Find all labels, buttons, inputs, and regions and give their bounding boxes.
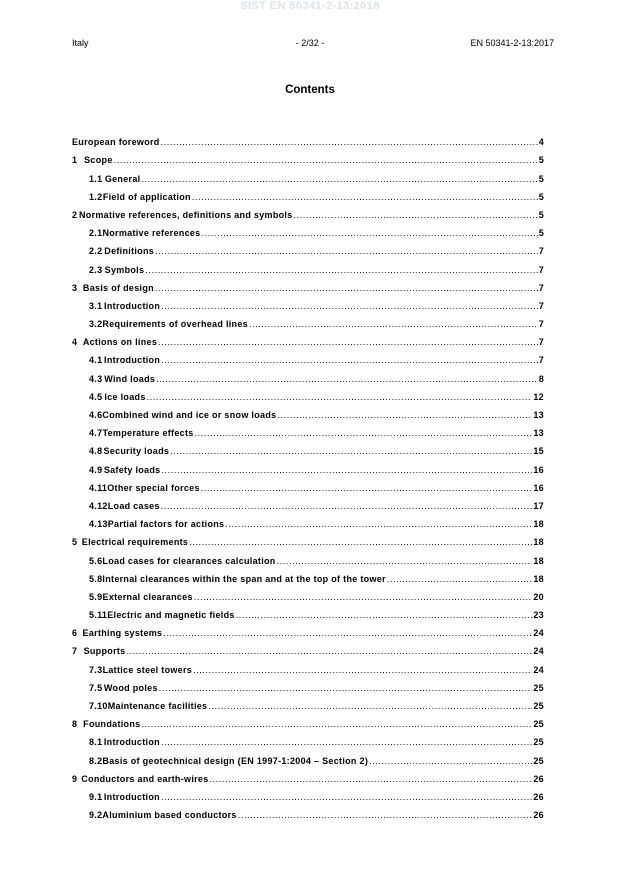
toc-leader-dots	[163, 628, 532, 638]
toc-entry-page: 16	[533, 464, 544, 475]
toc-entry-page: 20	[533, 591, 544, 602]
toc-entry-page: 8	[538, 373, 544, 384]
toc-entry-title: Foundations	[83, 719, 141, 730]
toc-entry-page: 24	[533, 628, 544, 639]
toc-entry-title: Actions on lines	[82, 337, 158, 348]
toc-leader-dots	[141, 174, 537, 184]
toc-leader-dots	[158, 337, 538, 347]
toc-entry-title: Supports	[83, 646, 126, 657]
toc-entry[interactable]	[72, 493, 544, 511]
toc-leader-dots	[249, 319, 538, 329]
toc-entry[interactable]	[72, 675, 544, 693]
toc-leader-dots	[159, 683, 533, 693]
toc-entry[interactable]	[72, 129, 544, 147]
toc-entry-title: European foreword	[72, 137, 160, 148]
toc-entry[interactable]	[72, 802, 544, 820]
toc-leader-dots	[369, 756, 532, 766]
toc-leader-dots	[225, 519, 532, 529]
toc-leader-dots	[155, 283, 538, 293]
toc-leader-dots	[161, 792, 532, 802]
toc-entry-page: 25	[533, 737, 544, 748]
toc-leader-dots	[387, 574, 533, 584]
toc-entry-number: 4.11	[89, 482, 108, 493]
toc-entry-page: 23	[533, 610, 544, 621]
toc-entry[interactable]	[72, 147, 544, 165]
toc-entry[interactable]	[72, 329, 544, 347]
toc-entry[interactable]	[72, 456, 544, 474]
toc-entry[interactable]	[72, 238, 544, 256]
toc-entry-title: Conductors and earth-wires	[81, 773, 209, 784]
toc-entry-number: 1.2	[89, 191, 103, 202]
toc-entry[interactable]	[72, 566, 544, 584]
toc-entry-page: 7	[538, 264, 544, 275]
toc-entry-number: 2.1	[89, 228, 103, 239]
toc-entry[interactable]	[72, 202, 544, 220]
toc-entry-number: 2.2	[89, 246, 103, 257]
toc-entry-title: Introduction	[104, 300, 161, 311]
toc-entry-number: 2.3	[89, 264, 103, 275]
document-code: EN 50341-2-13:2017	[470, 38, 554, 48]
toc-entry-number: 5.9	[89, 591, 103, 602]
toc-entry-title: Normative references	[102, 228, 201, 239]
toc-entry[interactable]	[72, 784, 544, 802]
toc-entry-number: 4.8	[89, 446, 103, 457]
table-of-contents	[72, 129, 544, 820]
toc-entry-title: Basis of design	[82, 282, 154, 293]
toc-entry-page: 7	[538, 246, 544, 257]
toc-entry-page: 13	[533, 410, 544, 420]
toc-entry[interactable]	[72, 420, 544, 438]
toc-leader-dots	[189, 537, 532, 547]
toc-leader-dots	[161, 465, 532, 475]
toc-entry[interactable]	[72, 656, 544, 674]
toc-entry-page: 7	[538, 337, 544, 348]
toc-entry-title: Electric and magnetic fields	[107, 610, 235, 621]
toc-entry-page: 7	[538, 300, 544, 311]
toc-entry-page: 15	[533, 446, 544, 457]
watermark: SIST EN 50341-2-13:2018	[240, 0, 380, 12]
toc-entry-page: 12	[533, 391, 544, 402]
toc-entry-number: 4	[72, 337, 78, 348]
toc-entry-number: 7	[72, 646, 78, 657]
toc-entry[interactable]	[72, 511, 544, 529]
toc-entry[interactable]	[72, 184, 544, 202]
toc-entry-title: Aluminium based conductors	[102, 810, 237, 821]
toc-entry-number: 4.12	[89, 500, 108, 511]
toc-entry-number: 4.5	[89, 391, 103, 402]
toc-entry-page: 13	[533, 428, 544, 439]
toc-leader-dots	[170, 446, 532, 456]
toc-entry[interactable]	[72, 311, 544, 329]
toc-entry-title: Wood poles	[103, 682, 158, 693]
toc-entry[interactable]	[72, 365, 544, 383]
toc-entry-page: 5	[538, 228, 544, 239]
toc-leader-dots	[277, 556, 533, 566]
toc-entry-title: Security loads	[103, 446, 170, 457]
toc-entry-number: 5.8	[89, 573, 103, 584]
toc-entry-title: Basis of geotechnical design (EN 1997-1:2004 – Section 2)	[102, 755, 369, 766]
toc-entry-title: Ice loads	[104, 391, 146, 402]
toc-entry-title: Other special forces	[107, 482, 200, 493]
toc-leader-dots	[192, 192, 538, 202]
toc-entry[interactable]	[72, 475, 544, 493]
toc-entry-page: 26	[533, 810, 544, 821]
toc-entry-title: Internal clearances within the span and at the top of the tower	[102, 573, 386, 584]
toc-entry-number: 5.11	[89, 610, 108, 621]
toc-leader-dots	[193, 665, 532, 675]
toc-entry-title: Partial factors for actions	[107, 519, 225, 530]
toc-entry-number: 9.2	[89, 810, 103, 821]
toc-leader-dots	[161, 137, 538, 147]
toc-leader-dots	[194, 592, 533, 602]
toc-leader-dots	[294, 210, 538, 220]
toc-entry-title: Temperature effects	[102, 428, 194, 439]
toc-entry-page: 24	[533, 646, 544, 657]
toc-leader-dots	[210, 774, 533, 784]
toc-entry-number: 7.3	[89, 664, 103, 675]
toc-entry[interactable]	[72, 402, 544, 420]
toc-entry-title: Lattice steel towers	[102, 664, 193, 675]
toc-entry-page: 25	[533, 719, 544, 730]
toc-entry[interactable]	[72, 547, 544, 565]
toc-entry-title: Scope	[84, 155, 113, 166]
toc-leader-dots	[161, 355, 538, 365]
toc-entry[interactable]	[72, 256, 544, 274]
toc-entry-number: 1	[72, 155, 78, 166]
toc-entry[interactable]	[72, 584, 544, 602]
toc-entry[interactable]	[72, 293, 544, 311]
toc-leader-dots	[236, 610, 533, 620]
toc-entry-page: 25	[533, 701, 544, 711]
toc-entry-page: 26	[533, 791, 544, 802]
toc-entry-number: 4.13	[89, 519, 108, 530]
toc-leader-dots	[202, 228, 538, 238]
toc-entry-number: 7.5	[89, 682, 103, 693]
toc-entry-number: 3.1	[89, 300, 103, 311]
toc-leader-dots	[141, 719, 532, 729]
toc-entry-title: Load cases for clearances calculation	[102, 555, 276, 566]
toc-leader-dots	[147, 392, 533, 402]
toc-entry-title: Wind loads	[104, 373, 156, 384]
toc-leader-dots	[161, 301, 538, 311]
toc-entry-number: 4.3	[89, 373, 103, 384]
page-number: - 2/32 -	[295, 38, 325, 48]
toc-entry-number: 9.1	[89, 791, 103, 802]
toc-entry-page: 4	[538, 137, 544, 148]
toc-entry-page: 7	[538, 282, 544, 293]
toc-leader-dots	[208, 701, 532, 711]
toc-entry-title: Symbols	[104, 264, 145, 275]
toc-entry-title: Normative references, definitions and symbols	[78, 209, 293, 220]
toc-entry-number: 9	[72, 773, 78, 784]
toc-entry-number: 8.2	[89, 755, 103, 766]
toc-entry[interactable]	[72, 620, 544, 638]
toc-entry-title: Maintenance facilities	[107, 701, 208, 711]
toc-leader-dots	[195, 428, 533, 438]
toc-entry-number: 6	[72, 628, 78, 639]
toc-entry-title: Introduction	[103, 791, 160, 802]
toc-entry-page: 5	[538, 209, 544, 220]
toc-entry-page: 25	[533, 682, 544, 693]
toc-entry-title: Field of application	[102, 191, 191, 202]
toc-entry-page: 5	[538, 155, 544, 166]
toc-leader-dots	[277, 410, 532, 420]
toc-entry-title: Introduction	[103, 737, 160, 748]
header-country: Italy	[72, 38, 89, 48]
toc-leader-dots	[238, 810, 533, 820]
toc-entry[interactable]	[72, 347, 544, 365]
toc-entry-number: 8	[72, 719, 78, 730]
toc-entry-page: 18	[533, 537, 544, 548]
toc-entry-page: 17	[533, 500, 544, 511]
toc-entry-number: 4.6	[89, 410, 103, 420]
toc-leader-dots	[156, 374, 538, 384]
toc-entry-number: 3	[72, 282, 78, 293]
toc-entry-page: 5	[538, 191, 544, 202]
toc-entry[interactable]	[72, 165, 544, 183]
toc-entry-number: 5.6	[89, 555, 103, 566]
toc-entry-number: 7.10	[89, 701, 108, 711]
toc-entry-title: General	[104, 173, 141, 184]
toc-entry-page: 25	[533, 755, 544, 766]
toc-entry-page: 18	[533, 555, 544, 566]
toc-entry-page: 5	[538, 173, 544, 184]
toc-entry-page: 26	[533, 773, 544, 784]
toc-entry[interactable]	[72, 438, 544, 456]
toc-leader-dots	[201, 483, 533, 493]
toc-entry-title: Definitions	[104, 246, 155, 257]
toc-entry[interactable]	[72, 693, 544, 711]
toc-entry[interactable]	[72, 638, 544, 656]
toc-entry[interactable]	[72, 747, 544, 765]
toc-leader-dots	[126, 646, 532, 656]
toc-entry-title: Safety loads	[103, 464, 161, 475]
toc-entry-title: Load cases	[107, 500, 160, 511]
toc-entry-number: 4.7	[89, 428, 103, 439]
toc-entry-number: 2	[72, 209, 78, 220]
toc-entry-title: Electrical requirements	[81, 537, 189, 548]
toc-entry-title: External clearances	[102, 591, 193, 602]
toc-entry-page: 7	[538, 355, 544, 366]
toc-leader-dots	[155, 246, 538, 256]
toc-entry[interactable]	[72, 711, 544, 729]
toc-entry-number: 8.1	[89, 737, 103, 748]
toc-leader-dots	[114, 155, 538, 165]
toc-entry-page: 18	[533, 573, 544, 584]
toc-entry[interactable]	[72, 766, 544, 784]
toc-entry[interactable]	[72, 220, 544, 238]
toc-entry-page: 24	[533, 664, 544, 675]
toc-entry-number: 3.2	[89, 319, 103, 330]
toc-entry-title: Requirements of overhead lines	[102, 319, 248, 330]
toc-entry[interactable]	[72, 384, 544, 402]
toc-entry-number: 4.1	[89, 355, 103, 366]
toc-entry[interactable]	[72, 729, 544, 747]
toc-entry-title: Introduction	[104, 355, 161, 366]
toc-leader-dots	[161, 737, 532, 747]
toc-leader-dots	[161, 501, 533, 511]
toc-entry-page: 16	[533, 482, 544, 493]
toc-entry-title: Earthing systems	[82, 628, 163, 639]
toc-entry[interactable]	[72, 275, 544, 293]
toc-leader-dots	[145, 265, 537, 275]
toc-entry-number: 4.9	[89, 464, 103, 475]
toc-entry[interactable]	[72, 602, 544, 620]
page-title: Contents	[285, 84, 335, 96]
toc-entry-number: 5	[72, 537, 78, 548]
toc-entry-page: 18	[533, 519, 544, 530]
toc-entry-title: Combined wind and ice or snow loads	[102, 410, 277, 420]
toc-entry-page: 7	[538, 319, 544, 330]
toc-entry[interactable]	[72, 529, 544, 547]
toc-entry-number: 1.1	[89, 173, 103, 184]
